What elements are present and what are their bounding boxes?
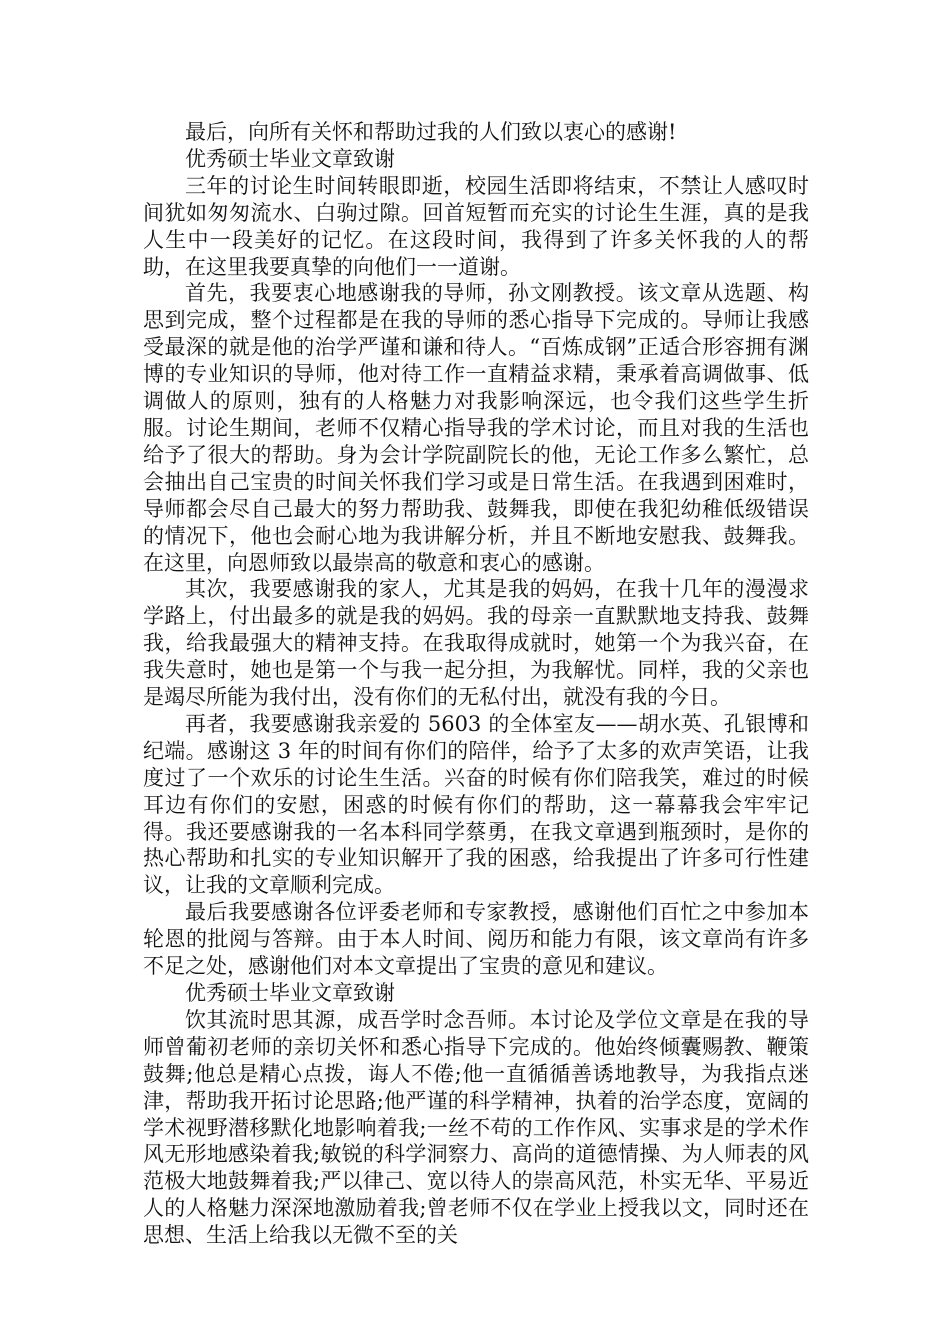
intro-paragraph: 三年的讨论生时间转眼即逝，校园生活即将结束，不禁让人感叹时间犹如匆匆流水、白驹过隙。回首短暂而充实的讨论生生涯，真的是我人生中一段美好的记忆。在这段时间，我得到了许多关怀我的人的帮助，在这里我要真挚的向他们一一道谢。 <box>143 173 809 279</box>
second-advisor-paragraph: 饮其流时思其源，成吾学时念吾师。本讨论及学位文章是在我的导师曾葡初老师的亲切关怀和悉心指导下完成的。他始终倾囊赐教、鞭策鼓舞;他总是精心点拨，诲人不倦;他一直循循善诱地教导，为我指点迷津，帮助我开拓讨论思路;他严谨的科学精神，执着的治学态度，宽阔的学术视野潜移默化地影响着我;一丝不苟的工作作风、实事求是的学术作风无形地感染着我;敏锐的科学洞察力、高尚的道德情操、为人师表的风范极大地鼓舞着我;严以律己、宽以待人的崇高风范，朴实无华、平易近人的人格魅力深深地激励着我;曾老师不仅在学业上授我以文，同时还在思想、生活上给我以无微不至的关 <box>143 1007 809 1248</box>
document-body <box>143 119 809 1249</box>
closing-thanks-paragraph: 最后，向所有关怀和帮助过我的人们致以衷心的感谢! <box>185 120 677 144</box>
section-heading-2: 优秀硕士毕业文章致谢 <box>185 981 395 1005</box>
family-thanks-paragraph: 其次，我要感谢我的家人，尤其是我的妈妈，在我十几年的漫漫求学路上，付出最多的就是我的妈妈。我的母亲一直默默地支持我、鼓舞我，给我最强大的精神支持。在我取得成就时，她第一个为我兴奋，在我失意时，她也是第一个与我一起分担，为我解忧。同样，我的父亲也是竭尽所能为我付出，没有你们的无私付出，就没有我的今日。 <box>143 577 809 710</box>
committee-thanks-paragraph: 最后我要感谢各位评委老师和专家教授，感谢他们百忙之中参加本轮恩的批阅与答辩。由于本人时间、阅历和能力有限，该文章尚有许多不足之处，感谢他们对本文章提出了宝贵的意见和建议。 <box>143 900 809 979</box>
roommates-thanks-paragraph: 再者，我要感谢我亲爱的 5603 的全体室友——胡水英、孔银博和纪端。感谢这 3 年的时间有你们的陪伴，给予了太多的欢声笑语，让我度过了一个欢乐的讨论生生活。兴奋的时候有你们陪我笑，难过的时候耳边有你们的安慰，困惑的时候有你们的帮助，这一幕幕我会牢牢记得。我还要感谢我的一名本科同学蔡勇，在我文章遇到瓶颈时，是你的热心帮助和扎实的专业知识解开了我的困惑，给我提出了许多可行性建议，让我的文章顺利完成。 <box>143 711 809 898</box>
section-heading-1: 优秀硕士毕业文章致谢 <box>185 146 395 171</box>
advisor-thanks-paragraph: 首先，我要衷心地感谢我的导师，孙文刚教授。该文章从选题、构思到完成，整个过程都是在我的导师的悉心指导下完成的。导师让我感受最深的就是他的治学严谨和谦和待人。“百炼成钢”正适合形容拥有渊博的专业知识的导师，他对待工作一直精益求精，秉承着高调做事、低调做人的原则，独有的人格魅力对我影响深远，也令我们这些学生折服。讨论生期间，老师不仅精心指导我的学术讨论，而且对我的生活也给予了很大的帮助。身为会计学院副院长的他，无论工作多么繁忙，总会抽出自己宝贵的时间关怀我们学习或是日常生活。在我遇到困难时，导师都会尽自己最大的努力帮助我、鼓舞我，即使在我犯幼稚低级错误的情况下，他也会耐心地为我讲解分析，并且不断地安慰我、鼓舞我。在这里，向恩师致以最崇高的敬意和衷心的感谢。 <box>143 281 809 575</box>
